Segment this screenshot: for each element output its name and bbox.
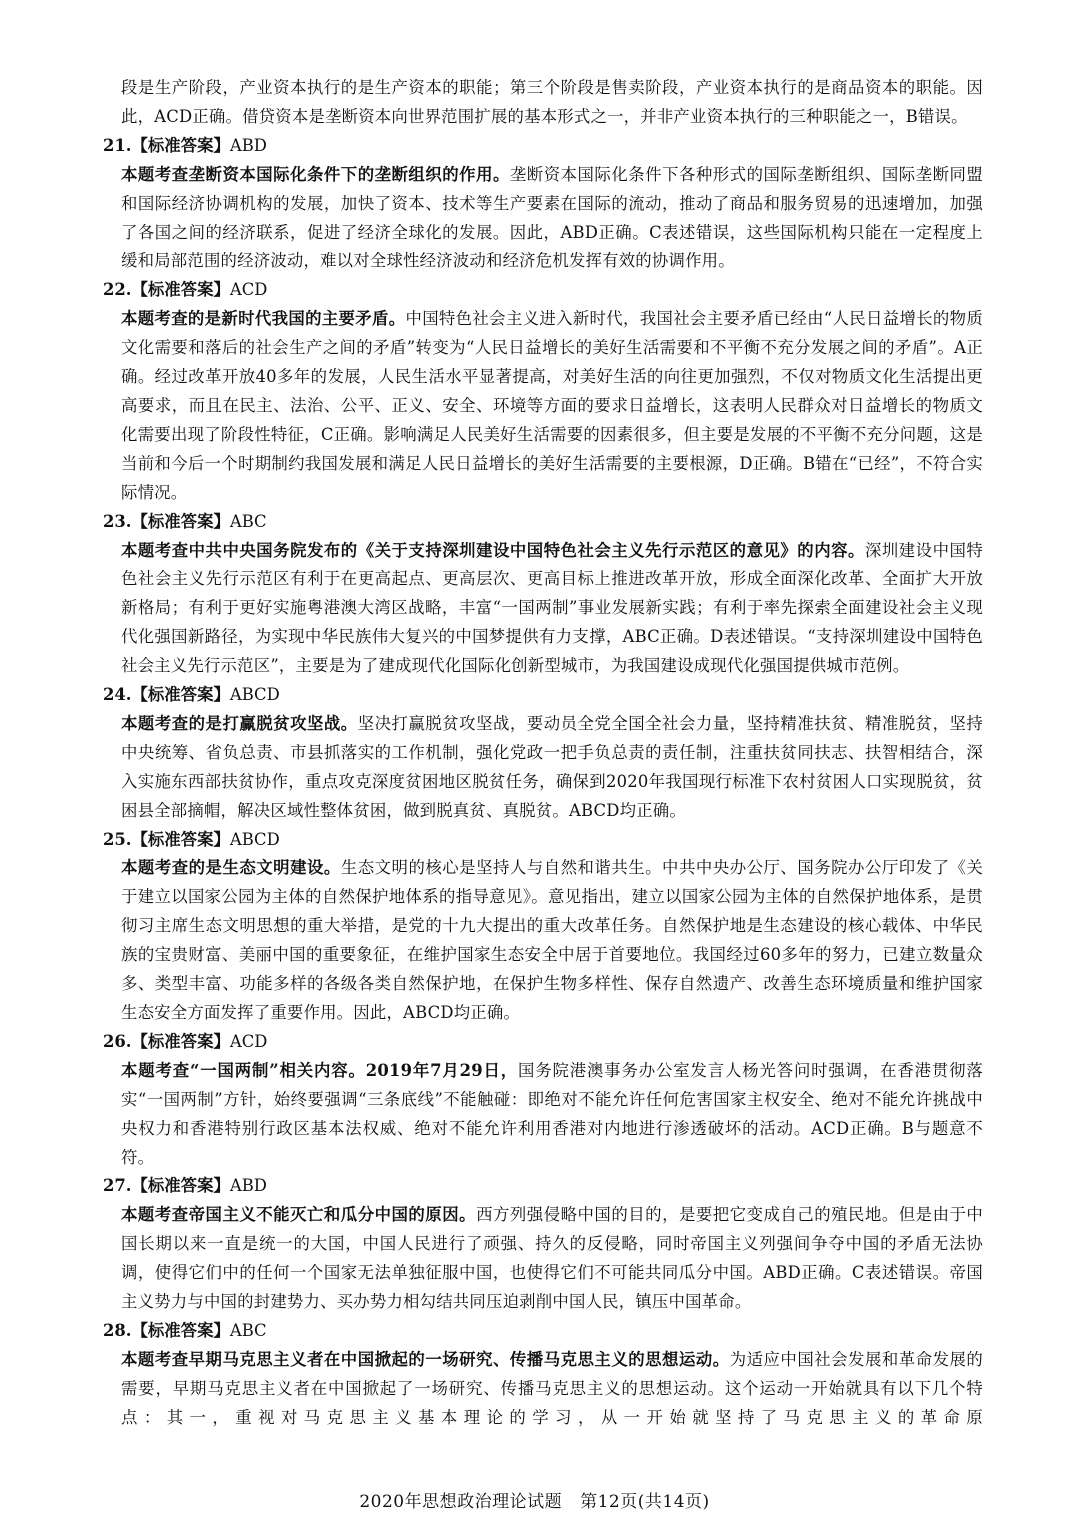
- question-number: 22.: [103, 280, 132, 300]
- answer-block-27: [103, 1172, 983, 1317]
- question-number: 27.: [103, 1176, 132, 1196]
- answer-header: [103, 1028, 983, 1057]
- explanation-text: 为适应中国社会发展和革命发展的需要，早期马克思主义者在中国掀起了一场研究、传播马克思主义的思想运动。这个运动一开始就具有以下几个特点：其一，重视对马克思主义基本理论的学习，从一开始就坚持了马克思主义的革命原: [121, 1349, 984, 1427]
- explanation: [103, 305, 983, 507]
- explanation: [103, 1201, 983, 1317]
- explanation: [103, 1346, 983, 1433]
- answer-header: [103, 681, 983, 710]
- answer-block-25: [103, 826, 983, 1028]
- explanation-text: 国务院港澳事务办公室发言人杨光答问时强调，在香港贯彻落实“一国两制”方针，始终要强调“三条底线”不能触碰：即绝对不能允许任何危害国家主权安全、绝对不能允许挑战中央权力和香港特别行政区基本法权威、绝对不能允许利用香港对内地进行渗透破坏的活动。ACD正确。B与题意不符。: [121, 1060, 984, 1167]
- explanation-lead: 本题考查的是新时代我国的主要矛盾。: [121, 309, 406, 329]
- explanation-lead: 本题考查垄断资本国际化条件下的垄断组织的作用。: [121, 164, 510, 184]
- answer-value: ABC: [229, 511, 267, 531]
- answer-label: 【标准答案】: [131, 829, 230, 849]
- answer-value: ACD: [229, 280, 268, 300]
- answer-header: [103, 132, 983, 161]
- answer-label: 【标准答案】: [131, 135, 230, 155]
- answer-label: 【标准答案】: [131, 1031, 230, 1051]
- continuation-text: 段是生产阶段，产业资本执行的是生产资本的职能；第三个阶段是售卖阶段，产业资本执行的是商品资本的职能。因此，ACD正确。借贷资本是垄断资本向世界范围扩展的基本形式之一，并非产业资本执行的三种职能之一，B错误。: [121, 78, 983, 126]
- explanation-lead: 本题考查帝国主义不能灭亡和瓜分中国的原因。: [121, 1205, 477, 1225]
- page-footer: [0, 1487, 1069, 1512]
- explanation-lead: 本题考查中共中央国务院发布的《关于支持深圳建设中国特色社会主义先行示范区的意见》的内容。: [121, 540, 865, 560]
- footer-title: 2020年思想政治理论试题: [359, 1492, 563, 1512]
- question-number: 23.: [103, 511, 132, 531]
- answer-value: ABD: [229, 1176, 267, 1196]
- explanation-text: 中国特色社会主义进入新时代，我国社会主要矛盾已经由“人民日益增长的物质文化需要和落后的社会生产之间的矛盾”转变为“人民日益增长的美好生活需要和不平衡不充分发展之间的矛盾”。A正确。经过改革开放40多年的发展，人民生活水平显著提高，对美好生活的向往更加强烈，不仅对物质文化生活提出更高要求，而且在民主、法治、公平、正义、安全、环境等方面的要求日益增长，这表明人民群众对日益增长的物质文化需要出现了阶段性特征，C正确。影响满足人民美好生活需要的因素很多，但主要是发展的不平衡不充分问题，这是当前和今后一个时期制约我国发展和满足人民日益增长的美好生活需要的主要根源，D正确。B错在“已经”，不符合实际情况。: [121, 309, 983, 502]
- question-number: 24.: [103, 685, 132, 705]
- explanation: [103, 710, 983, 826]
- answer-label: 【标准答案】: [131, 1176, 230, 1196]
- answer-block-22: [103, 276, 983, 507]
- explanation-text: 西方列强侵略中国的目的，是要把它变成自己的殖民地。但是由于中国长期以来一直是统一的大国，中国人民进行了顽强、持久的反侵略，同时帝国主义列强间争夺中国的矛盾无法协调，使得它们中的任何一个国家无法单独征服中国，也使得它们不可能共同瓜分中国。ABD正确。C表述错误。帝国主义势力与中国的封建势力、买办势力相勾结共同压迫剥削中国人民，镇压中国革命。: [121, 1205, 984, 1312]
- answer-value: ABCD: [229, 829, 280, 849]
- answer-header: [103, 276, 983, 305]
- answer-value: ABD: [229, 135, 267, 155]
- question-number: 28.: [103, 1320, 132, 1340]
- explanation: [103, 161, 983, 277]
- question-number: 26.: [103, 1031, 132, 1051]
- answer-header: [103, 1172, 983, 1201]
- answer-value: ABC: [229, 1320, 267, 1340]
- explanation-lead: 本题考查早期马克思主义者在中国掀起的一场研究、传播马克思主义的思想运动。: [121, 1349, 730, 1369]
- answer-block-24: [103, 681, 983, 826]
- answer-value: ACD: [229, 1031, 268, 1051]
- answer-header: [103, 826, 983, 855]
- explanation-text: 坚决打赢脱贫攻坚战，要动员全党全国全社会力量，坚持精准扶贫、精准脱贫，坚持中央统筹、省负总责、市县抓落实的工作机制，强化党政一把手负总责的责任制，注重扶贫同扶志、扶智相结合，深入实施东西部扶贫协作，重点攻克深度贫困地区脱贫任务，确保到2020年我国现行标准下农村贫困人口实现脱贫，贫困县全部摘帽，解决区域性整体贫困，做到脱真贫、真脱贫。ABCD均正确。: [121, 713, 983, 820]
- answer-block-23: [103, 508, 983, 681]
- explanation: [103, 537, 983, 682]
- answer-header: [103, 508, 983, 537]
- answer-block-21: [103, 132, 983, 277]
- answer-explanations: [103, 74, 983, 1433]
- answer-value: ABCD: [229, 685, 280, 705]
- footer-page-number: 第12页(共14页): [580, 1492, 710, 1512]
- explanation: [103, 854, 983, 1027]
- explanation: [103, 1057, 983, 1173]
- continuation-paragraph: [103, 74, 983, 132]
- answer-label: 【标准答案】: [131, 1320, 230, 1340]
- answer-header: [103, 1317, 983, 1346]
- explanation-lead: 本题考查的是打赢脱贫攻坚战。: [121, 713, 358, 733]
- question-number: 21.: [103, 135, 132, 155]
- answer-label: 【标准答案】: [131, 280, 230, 300]
- explanation-lead: 本题考查的是生态文明建设。: [121, 858, 341, 878]
- explanation-text: 深圳建设中国特色社会主义先行示范区有利于在更高起点、更高层次、更高目标上推进改革开放，形成全面深化改革、全面扩大开放新格局；有利于更好实施粤港澳大湾区战略，丰富“一国两制”事业发展新实践；有利于率先探索全面建设社会主义现代化强国新路径，为实现中华民族伟大复兴的中国梦提供有力支撑，ABC正确。D表述错误。“支持深圳建设中国特色社会主义先行示范区”，主要是为了建成现代化国际化创新型城市，为我国建设成现代化强国提供城市范例。: [121, 540, 983, 676]
- explanation-text: 生态文明的核心是坚持人与自然和谐共生。中共中央办公厅、国务院办公厅印发了《关于建立以国家公园为主体的自然保护地体系的指导意见》。意见指出，建立以国家公园为主体的自然保护地体系，是贯彻习主席生态文明思想的重大举措，是党的十九大提出的重大改革任务。自然保护地是生态建设的核心载体、中华民族的宝贵财富、美丽中国的重要象征，在维护国家生态安全中居于首要地位。我国经过60多年的努力，已建立数量众多、类型丰富、功能多样的各级各类自然保护地，在保护生物多样性、保存自然遗产、改善生态环境质量和维护国家生态安全方面发挥了重要作用。因此，ABCD均正确。: [121, 858, 983, 1022]
- answer-label: 【标准答案】: [131, 685, 230, 705]
- answer-block-26: [103, 1028, 983, 1173]
- question-number: 25.: [103, 829, 132, 849]
- explanation-text: 垄断资本国际化条件下各种形式的国际垄断组织、国际垄断同盟和国际经济协调机构的发展，加快了资本、技术等生产要素在国际的流动，推动了商品和服务贸易的迅速增加，加强了各国之间的经济联系，促进了经济全球化的发展。因此，ABD正确。C表述错误，这些国际机构只能在一定程度上缓和局部范围的经济波动，难以对全球性经济波动和经济危机发挥有效的协调作用。: [121, 164, 983, 271]
- answer-label: 【标准答案】: [131, 511, 230, 531]
- answer-block-28: [103, 1317, 983, 1433]
- explanation-lead: 本题考查“一国两制”相关内容。2019年7月29日，: [121, 1060, 518, 1080]
